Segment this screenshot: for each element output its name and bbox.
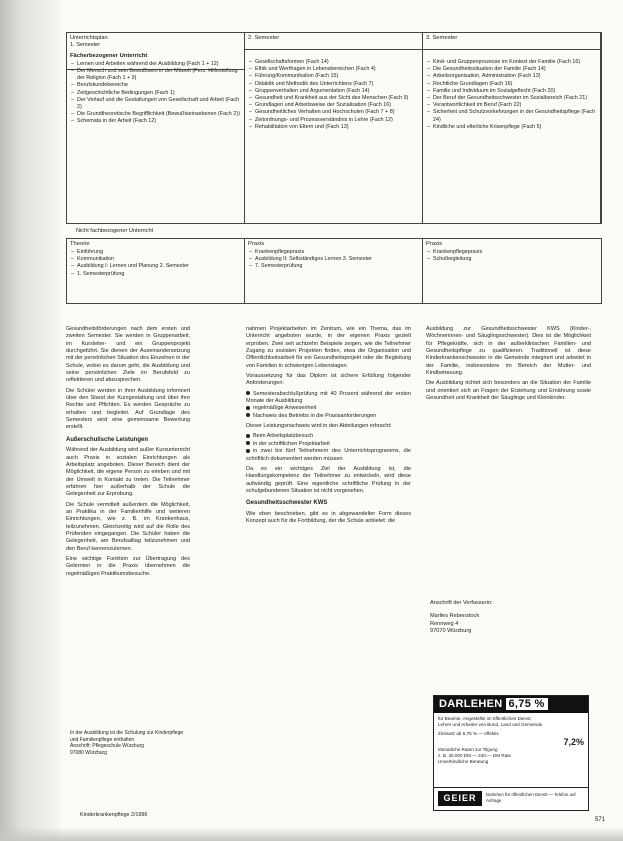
- list-item: – Der Verlauf und die Gestaltungen von Gesellschaft und Arbeit (Fach 2): [77, 97, 241, 111]
- list-item: – Gruppenverhalten und Argumentation (Fach 14): [255, 88, 419, 95]
- semester-1-header: 1. Semester: [70, 42, 101, 49]
- list-item: – Gesundheitliches Verhalten und Hochschulen (Fach 7 + 8): [255, 109, 419, 116]
- paragraph: Dieser Leistungsnachweis wird in den Abteilungen erbracht:: [246, 423, 392, 430]
- author-name: Marlies Rebenstock: [430, 613, 480, 620]
- geier-logo: GEIER: [438, 791, 482, 806]
- semester-2-header: 2. Semester: [248, 35, 280, 41]
- practice-list-2: [426, 249, 598, 263]
- list-item: – Grundlagen und Arbeitsweise der Sozialisation (Fach 16): [255, 102, 419, 109]
- semester-1-list: [70, 61, 241, 126]
- ad-footer: [434, 787, 588, 810]
- list-item: – Rechtliche Grundlagen (Fach 16): [433, 81, 597, 88]
- author-intro: Anschrift der Verfasserin:: [430, 600, 493, 606]
- bullet-icon: [246, 449, 250, 453]
- list-item: – Arbeitsorganisation, Administration (Fach 13): [433, 73, 597, 80]
- bullet-icon: [246, 391, 250, 395]
- footnote-line: In der Ausbildung ist die Schulung zur Kinderpflege und Familienpflege enthalten: [70, 730, 184, 743]
- paragraph: Die Ausbildung richtet sich besonders an die Situation der Familie und orientiert sich an Fragen der Erziehung und Ernährung sowie Gesundheit und Krankheit der Säuglinge und Kleinkinder.: [426, 380, 591, 402]
- practice-list-1: [248, 249, 419, 271]
- ad-line: Unverbindliche Beratung: [438, 759, 489, 764]
- list-item: – Didaktik und Methodik des Unterrichtens (Fach 7): [255, 81, 419, 88]
- theory-list: [70, 249, 241, 278]
- list-item: – Kommunikation: [77, 256, 241, 263]
- paragraph: Da es ein wichtiges Ziel der Ausbildung ist, die Handlungskompetenz der Teilnehmer zu entwickeln, wird diese aufwändig geprüft. Eine eigentliche schriftliche Prüfung in der schulgebundenen Situation ist nicht vorgesehen.: [246, 465, 411, 494]
- page-number: 571: [594, 817, 605, 823]
- author-city: 97070 Würzburg: [430, 628, 472, 635]
- bullet-item: regelmäßige Anwesenheit: [246, 405, 411, 412]
- list-item: – Ausbildung I: Lernen und Planung 2. Semester: [77, 263, 241, 270]
- scan-edge-shadow: [0, 0, 60, 841]
- list-item: – Krankenpflegepraxis: [433, 249, 598, 256]
- table-2-label: Nicht fachbezogener Unterricht: [76, 228, 154, 234]
- paragraph: Die Schule vermittelt außerdem die Möglichkeit, an Praktika in der Familienhilfe und weiteren Einrichtungen, wie z. B. im Krankenhaus, teilzunehmen. Gleichzeitig wird auf die Rolle des Prüfenden eingegangen. Die Schüler haben die Gelegenheit, am Berufsalltag teilzunehmen und den Beruf kennenzulernen.: [66, 501, 190, 552]
- practice-column-1: [245, 239, 423, 303]
- paragraph: Wie eben beschrieben, gibt es in abgewandelter Form dieses Konzept auch für die Fortbildung, der die Schule anbietet: die: [246, 510, 411, 524]
- list-item: – Kindliche und elterliche Krisenpflege (Fach 5): [433, 124, 597, 131]
- list-item: – Die Grundtheoretische Begrifflichkeit (Bewußtseinsebenen (Fach 2)): [77, 111, 241, 118]
- footnote-line: 97080 Würzburg: [70, 749, 107, 756]
- practice-table: [66, 238, 602, 304]
- section-heading: Außerschulische Leistungen: [66, 436, 149, 443]
- list-item: – Verantwortlichkeit im Beruf (Fach 22): [433, 102, 597, 109]
- table-subheader: Fächerbezogener Unterricht: [70, 52, 148, 59]
- bullet-icon: [246, 406, 250, 410]
- list-item: – Gesellschaftsformen (Fach 14): [255, 59, 419, 66]
- bullet-item: Nachweis des Betriebs in die Praxisanforderungen: [246, 413, 411, 420]
- ad-line: Zinssatz ab 6,75 % — effektiv: [438, 731, 499, 736]
- bullet-item: Beim Arbeitsplatzbesuch: [246, 433, 411, 440]
- list-item: – Der Mensch und sein Bewußtsein in der Mitwelt (Pers. Hilfestellung der Religion (Fach 1 + 9): [77, 68, 241, 82]
- ad-line: Monatliche Raten zur Tilgung: [438, 747, 498, 752]
- list-item: – Führung/Kommunikation (Fach 15): [255, 73, 419, 80]
- practice-column-2: [423, 239, 601, 303]
- bullet-item: in zwei bis fünf Teilnehmern des Unterrichtsprogramms, die schriftlich dokumentiert werden müssen: [246, 448, 411, 462]
- list-item: – Berufskundebereiche: [77, 82, 241, 89]
- bullet-icon: [246, 441, 250, 445]
- table-divider: [245, 49, 601, 50]
- list-item: – 7. Semesterprüfung: [255, 263, 419, 270]
- list-item: – Krankenpflegepraxis: [255, 249, 419, 256]
- ad-line: für Beamte, Angestellte im öffentlichen Dienst: [438, 716, 531, 721]
- scan-bottom-shadow: [0, 827, 623, 841]
- footnote: [70, 730, 188, 756]
- theory-column: [67, 239, 245, 303]
- ad-line: Lehrer und Arbeiter von Bund, Land und Gemeinde: [438, 722, 543, 727]
- list-item: – 1. Semesterprüfung: [77, 271, 241, 278]
- list-item: – Sicherheit und Schutzvorkehrungen in der Gesundheitspflege (Fach 24): [433, 109, 597, 123]
- author-address: [430, 600, 493, 636]
- list-item: – Die Gesundheitssituation der Familie (Fach 14): [433, 66, 597, 73]
- ad-rate: 6,75 %: [506, 698, 548, 710]
- list-item: – Zeitgeschichtliche Bedingungen (Fach 1): [77, 90, 241, 97]
- paragraph: Eine wichtige Funktion zur Übertragung des Gelernten in die Praxis übernehmen die regelmäßigen Praktikumsbesuche.: [66, 555, 190, 577]
- ad-effective-rate: 7,2%: [563, 737, 584, 747]
- body-column-3: [426, 326, 591, 405]
- practice-header-2: Praxis: [426, 241, 443, 247]
- paragraph: nahmen Projektarbeiten im Zentrum, wie ein Thema, das im Unterricht angeboten wurde, in der eigenen Praxis gezielt erproben. Zwei seit achtzehn Beispiele zeigen, wie die Teilnehmer Zugang zu sozialen Projekten finden, etwa die Organisation und Öffentlichkeitsarbeit für ein Gesundheitsprojekt oder die Begleitung von Familien in schwierigen Lebenslagen.: [246, 326, 411, 369]
- list-item: – Zeitordnungs- und Prozessverständnis in Lehre (Fach 12): [255, 117, 419, 124]
- ad-headline-text: DARLEHEN: [439, 698, 503, 710]
- list-item: – Ausbildung II: Selbständiges Lernen 3. Semester: [255, 256, 419, 263]
- list-item: – Gesundheit und Krankheit aus der Sicht des Menschen (Fach 9): [255, 95, 419, 102]
- bullet-icon: [246, 413, 250, 417]
- semester-3-header: 3. Semester: [426, 35, 458, 41]
- semester-2-list: [248, 59, 419, 131]
- list-item: – Einführung: [77, 249, 241, 256]
- bullet-icon: [246, 434, 250, 438]
- list-item: – Schulbegleitung: [433, 256, 598, 263]
- paragraph: Voraussetzung für das Diplom ist sichere Erfüllung folgender Anforderungen:: [246, 373, 411, 387]
- semester-table: [66, 32, 602, 224]
- table-label: Unterrichtsplan: [70, 35, 108, 41]
- loan-advertisement: [433, 695, 589, 811]
- ad-headline: [434, 696, 588, 713]
- semester-2-column: [245, 33, 423, 223]
- list-item: – Ethik und Wertfragen in Lebensbereichen (Fach 4): [255, 66, 419, 73]
- list-item: – Rehabilitation von Eltern und (Fach 13): [255, 124, 419, 131]
- practice-header-1: Praxis: [248, 241, 265, 247]
- paragraph: Während der Ausbildung wird außer Kursunterricht auch Praxis in sozialen Einrichtungen als Arbeitsplatz angeboten. Dieser Bereich dient der Möglichkeit, die eigene Person zu erleben und mit der Umwelt in Kontakt zu treten. Die Teilnehmer erfahren hier außerhalb der Schule die Gelegenheit zur Erprobung.: [66, 447, 190, 498]
- list-item: – Familie und Individuum im Sozialgeflecht (Fach 20): [433, 88, 597, 95]
- table-divider: [67, 69, 245, 70]
- semester-1-column: [67, 33, 245, 223]
- body-column-2: [246, 326, 411, 528]
- author-street: Rennweg 4: [430, 620, 459, 627]
- paragraph: Ausbildung zur Gesundheitsschwester KWS (Kinder-, Wöchnerinnen- und Säuglingsschwester). Dies ist die Möglichkeit für Pflegekräfte, sich in der außerklinischen Familien- und Gesundheitspflege zu qualifizieren. Traditionell ist diese Kinderkrankenschwester in die Gemeinde integriert und arbeitet in der Familie, insbesondere im Bereich der Mutter- und Kindbetreuung.: [426, 326, 591, 377]
- list-item: – Der Beruf der Gesundheitsschwester im Sozialbereich (Fach 21): [433, 95, 597, 102]
- journal-footer: Kinderkrankenpflege 2/1996: [80, 812, 148, 818]
- list-item: – Lernen und Arbeiten während der Ausbildung (Fach 1 + 12): [77, 61, 241, 68]
- semester-3-list: [426, 59, 597, 131]
- semester-3-column: [423, 33, 601, 223]
- bullet-item: Semesterabschlußprüfung mit 40 Prozent während der ersten Monate der Ausbildung: [246, 390, 411, 405]
- footnote-line: Anschrift: Pflegeschule Würzburg: [70, 743, 144, 750]
- paragraph: Gesundheitsförderungen nach dem ersten und zweiten Semester. Sie werden in Gruppenarbeit, im Kursleiter- und ein Gruppenprojekt durchgeführt. Sie dienen der Auseinandersetzung mit der persönlichen Situation des Einzelnen in der Schule, wobei es darum geht, die Ausbildung und seine persönlichen Ziele im Berufsfeld zu reflektieren und abzusprechen.: [66, 326, 190, 384]
- body-column-1: [66, 326, 190, 581]
- bullet-item: in der schriftlichen Projektarbeit: [246, 441, 411, 448]
- list-item: – Kind- und Gruppenprozesse im Kontext der Familie (Fach 16): [433, 59, 597, 66]
- section-heading: Gesundheitsschwester KWS: [246, 500, 328, 507]
- ad-footer-text: Darlehen für öffentlichen Dienst — Telefon auf Anfrage: [486, 792, 576, 803]
- ad-line: z. B. 30.000 DM — 240,— DM Rate: [438, 753, 512, 758]
- paragraph: Die Schüler werden in ihrer Ausbildung informiert über den Stand der Kursgestaltung und über ihre Rechte und Pflichten. Es werden Gespräche zu erhalten und begleitet. Auf Grundlage des Semesters wird eine gemeinsame Bewertung erstellt.: [66, 387, 190, 431]
- list-item: – Schemata in der Arbeit (Fach 12): [77, 118, 241, 125]
- theory-header: Theorie: [70, 241, 90, 247]
